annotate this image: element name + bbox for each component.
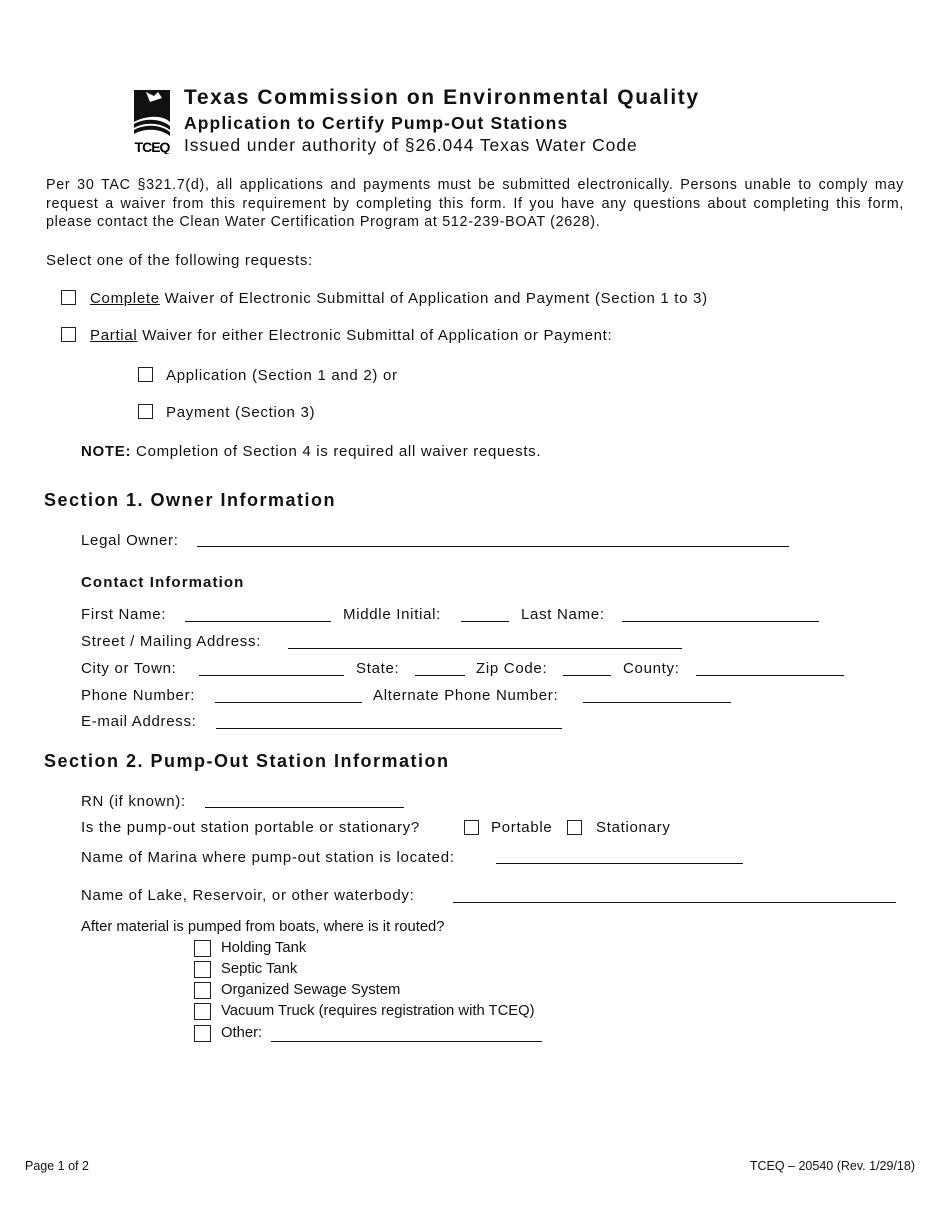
- vacuum-truck-checkbox[interactable]: [194, 1003, 211, 1020]
- form-number: TCEQ – 20540 (Rev. 1/29/18): [749, 1159, 915, 1173]
- city-label: City or Town:: [81, 660, 177, 677]
- portable-label: Portable: [491, 819, 553, 836]
- application-label: Application (Section 1 and 2) or: [166, 367, 398, 384]
- street-label: Street / Mailing Address:: [81, 633, 262, 650]
- other-label: Other:: [221, 1025, 263, 1041]
- state-label: State:: [356, 660, 400, 677]
- lake-field[interactable]: [453, 902, 896, 903]
- marina-label: Name of Marina where pump-out station is located:: [81, 849, 455, 866]
- first-name-label: First Name:: [81, 606, 167, 623]
- holding-tank-checkbox[interactable]: [194, 940, 211, 957]
- marina-field[interactable]: [496, 863, 743, 864]
- contact-heading: Contact Information: [81, 574, 245, 591]
- septic-tank-label: Septic Tank: [221, 961, 298, 977]
- legal-owner-field[interactable]: [197, 546, 789, 547]
- sewage-system-checkbox[interactable]: [194, 982, 211, 999]
- payment-label: Payment (Section 3): [166, 404, 316, 421]
- agency-title: Texas Commission on Environmental Quality: [184, 86, 700, 109]
- request-prompt: Select one of the following requests:: [46, 252, 313, 269]
- rn-field[interactable]: [205, 807, 404, 808]
- section1-title: Section 1. Owner Information: [44, 490, 337, 510]
- payment-checkbox[interactable]: [138, 404, 153, 419]
- other-field[interactable]: [271, 1041, 542, 1042]
- page-number: Page 1 of 2: [25, 1159, 89, 1173]
- authority-line: Issued under authority of §26.044 Texas Water Code: [184, 135, 638, 155]
- logo-text: TCEQ: [134, 139, 170, 154]
- section2-title: Section 2. Pump-Out Station Information: [44, 751, 450, 771]
- last-name-field[interactable]: [622, 621, 819, 622]
- complete-waiver-label: Complete Waiver of Electronic Submittal of Application and Payment (Section 1 to 3): [90, 290, 708, 307]
- email-label: E-mail Address:: [81, 713, 197, 730]
- last-name-label: Last Name:: [521, 606, 605, 623]
- stationary-label: Stationary: [596, 819, 671, 836]
- routed-question: After material is pumped from boats, where is it routed?: [81, 919, 445, 935]
- partial-waiver-label: Partial Waiver for either Electronic Submittal of Application or Payment:: [90, 327, 613, 344]
- other-checkbox[interactable]: [194, 1025, 211, 1042]
- county-field[interactable]: [696, 675, 844, 676]
- first-name-field[interactable]: [185, 621, 331, 622]
- county-label: County:: [623, 660, 680, 677]
- tceq-logo: [132, 88, 172, 154]
- alt-phone-label: Alternate Phone Number:: [373, 687, 559, 704]
- portable-question: Is the pump-out station portable or stationary?: [81, 819, 420, 836]
- zip-label: Zip Code:: [476, 660, 548, 677]
- street-field[interactable]: [288, 648, 682, 649]
- zip-field[interactable]: [563, 675, 611, 676]
- partial-waiver-checkbox[interactable]: [61, 327, 76, 342]
- middle-initial-field[interactable]: [461, 621, 509, 622]
- form-title: Application to Certify Pump-Out Stations: [184, 113, 569, 133]
- holding-tank-label: Holding Tank: [221, 940, 307, 956]
- portable-checkbox[interactable]: [464, 820, 479, 835]
- state-field[interactable]: [415, 675, 465, 676]
- stationary-checkbox[interactable]: [567, 820, 582, 835]
- vacuum-truck-label: Vacuum Truck (requires registration with TCEQ): [221, 1003, 535, 1019]
- phone-label: Phone Number:: [81, 687, 196, 704]
- legal-owner-label: Legal Owner:: [81, 532, 179, 549]
- lake-label: Name of Lake, Reservoir, or other waterbody:: [81, 887, 415, 904]
- email-field[interactable]: [216, 728, 562, 729]
- complete-waiver-checkbox[interactable]: [61, 290, 76, 305]
- middle-initial-label: Middle Initial:: [343, 606, 442, 623]
- intro-paragraph: Per 30 TAC §321.7(d), all applications and payments must be submitted electronically. Persons unable to comply may request a waiver from this requirement by completing this form. If you have any questions about completing this form, please contact the Clean Water Certification Program at 512-239-BOAT (2628).: [46, 177, 904, 231]
- septic-tank-checkbox[interactable]: [194, 961, 211, 978]
- city-field[interactable]: [199, 675, 344, 676]
- application-checkbox[interactable]: [138, 367, 153, 382]
- phone-field[interactable]: [215, 702, 362, 703]
- sewage-system-label: Organized Sewage System: [221, 982, 401, 998]
- alt-phone-field[interactable]: [583, 702, 731, 703]
- note: NOTE: Completion of Section 4 is required all waiver requests.: [81, 443, 542, 460]
- rn-label: RN (if known):: [81, 793, 186, 810]
